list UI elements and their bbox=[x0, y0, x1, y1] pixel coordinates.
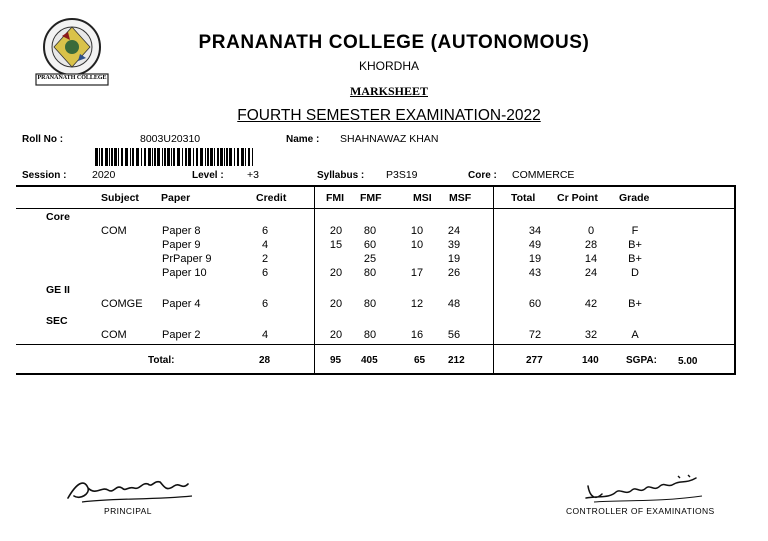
cell-msf: 48 bbox=[447, 298, 461, 310]
cell-msf: 26 bbox=[447, 267, 461, 279]
cell-fmf: 80 bbox=[363, 225, 377, 237]
barcode-bar bbox=[241, 148, 244, 166]
header-divider bbox=[16, 208, 736, 209]
group-label-sec: SEC bbox=[46, 315, 68, 327]
barcode-bar bbox=[220, 148, 223, 166]
cell-fmi: 20 bbox=[329, 225, 343, 237]
barcode-bar bbox=[193, 148, 194, 166]
cell-grade: A bbox=[631, 329, 639, 341]
cell-total: 43 bbox=[528, 267, 542, 279]
cell-paper: Paper 2 bbox=[162, 329, 201, 341]
level-label: Level : bbox=[192, 170, 224, 181]
barcode-bar bbox=[130, 148, 131, 166]
cell-total: 49 bbox=[528, 239, 542, 251]
cell-cr-point: 0 bbox=[587, 225, 595, 237]
col-header-cr-point: Cr Point bbox=[557, 192, 598, 204]
syllabus-label: Syllabus : bbox=[317, 170, 365, 181]
exam-title: FOURTH SEMESTER EXAMINATION-2022 bbox=[237, 107, 541, 124]
barcode-bar bbox=[114, 148, 117, 166]
cell-paper: Paper 9 bbox=[162, 239, 201, 251]
cell-msi: 10 bbox=[410, 225, 424, 237]
college-city: KHORDHA bbox=[358, 59, 419, 73]
barcode-bar bbox=[205, 148, 206, 166]
cell-msf: 39 bbox=[447, 239, 461, 251]
barcode-bar bbox=[200, 148, 203, 166]
session-value: 2020 bbox=[92, 169, 116, 181]
barcode-bar bbox=[210, 148, 213, 166]
principal-caption: PRINCIPAL bbox=[104, 506, 152, 516]
column-divider-results bbox=[493, 186, 494, 374]
barcode-bar bbox=[132, 148, 134, 166]
cell-msi: 17 bbox=[410, 267, 424, 279]
group-label-core: Core bbox=[46, 211, 70, 223]
total-msi: 65 bbox=[414, 355, 426, 366]
barcode-bar bbox=[101, 148, 103, 166]
cell-grade: F bbox=[631, 225, 639, 237]
barcode-bar bbox=[234, 148, 235, 166]
cell-cr-point: 32 bbox=[584, 329, 598, 341]
col-header-subject: Subject bbox=[101, 192, 139, 204]
barcode-bar bbox=[162, 148, 163, 166]
core-value: COMMERCE bbox=[512, 169, 575, 181]
barcode-bar bbox=[177, 148, 180, 166]
barcode-bar bbox=[252, 148, 253, 166]
roll-no-value: 8003U20310 bbox=[140, 133, 201, 145]
barcode-bar bbox=[248, 148, 250, 166]
barcode-bar bbox=[152, 148, 153, 166]
barcode-bar bbox=[125, 148, 128, 166]
barcode-bar bbox=[164, 148, 166, 166]
cell-paper: Paper 10 bbox=[162, 267, 207, 279]
barcode-bar bbox=[111, 148, 113, 166]
barcode-bar bbox=[157, 148, 160, 166]
barcode-bar bbox=[182, 148, 183, 166]
total-credit: 28 bbox=[259, 355, 271, 366]
barcode-bar bbox=[185, 148, 187, 166]
group-label-ge: GE II bbox=[46, 284, 70, 296]
roll-no-label: Roll No : bbox=[22, 134, 64, 145]
barcode-bar bbox=[237, 148, 239, 166]
sgpa-label: SGPA: bbox=[626, 355, 657, 366]
marks-table bbox=[16, 185, 736, 375]
cell-fmi: 20 bbox=[329, 329, 343, 341]
cell-credit: 6 bbox=[261, 267, 269, 279]
cell-total: 19 bbox=[528, 253, 542, 265]
barcode-image bbox=[95, 148, 253, 166]
cell-msf: 19 bbox=[447, 253, 461, 265]
name-label: Name : bbox=[286, 134, 320, 145]
col-header-credit: Credit bbox=[256, 192, 287, 204]
cell-total: 60 bbox=[528, 298, 542, 310]
cell-cr-point: 28 bbox=[584, 239, 598, 251]
cell-fmf: 80 bbox=[363, 298, 377, 310]
cell-subject: COM bbox=[101, 225, 127, 237]
barcode-bar bbox=[105, 148, 108, 166]
controller-caption: CONTROLLER OF EXAMINATIONS bbox=[566, 506, 715, 516]
barcode-bar bbox=[217, 148, 219, 166]
barcode-bar bbox=[207, 148, 209, 166]
total-msf: 212 bbox=[448, 355, 465, 366]
col-header-msi: MSI bbox=[413, 192, 432, 204]
name-value: SHAHNAWAZ KHAN bbox=[340, 133, 439, 145]
barcode-bar bbox=[148, 148, 151, 166]
cell-credit: 6 bbox=[261, 298, 269, 310]
cell-total: 72 bbox=[528, 329, 542, 341]
barcode-bar bbox=[99, 148, 100, 166]
cell-subject: COMGE bbox=[101, 298, 143, 310]
barcode-bar bbox=[95, 148, 98, 166]
logo-caption: PRANANATH COLLEGE bbox=[37, 75, 107, 81]
total-label: Total: bbox=[148, 355, 175, 366]
cell-fmi: 20 bbox=[329, 298, 343, 310]
cell-credit: 4 bbox=[261, 239, 269, 251]
principal-signature bbox=[62, 474, 202, 508]
session-label: Session : bbox=[22, 170, 67, 181]
cell-grade: D bbox=[631, 267, 639, 279]
cell-fmf: 25 bbox=[363, 253, 377, 265]
cell-paper: Paper 8 bbox=[162, 225, 201, 237]
cell-subject: COM bbox=[101, 329, 127, 341]
barcode-bar bbox=[224, 148, 225, 166]
cell-msi: 12 bbox=[410, 298, 424, 310]
barcode-bar bbox=[109, 148, 110, 166]
col-header-fmf: FMF bbox=[360, 192, 382, 204]
cell-fmf: 60 bbox=[363, 239, 377, 251]
cell-credit: 2 bbox=[261, 253, 269, 265]
total-fmi: 95 bbox=[330, 355, 342, 366]
barcode-bar bbox=[214, 148, 215, 166]
cell-paper: PrPaper 9 bbox=[162, 253, 212, 265]
total-marks: 277 bbox=[526, 355, 543, 366]
barcode-bar bbox=[188, 148, 191, 166]
column-divider-marks bbox=[314, 186, 315, 374]
cell-credit: 4 bbox=[261, 329, 269, 341]
cell-msf: 56 bbox=[447, 329, 461, 341]
barcode-bar bbox=[196, 148, 198, 166]
core-label: Core : bbox=[468, 170, 497, 181]
barcode-bar bbox=[229, 148, 232, 166]
cell-grade: B+ bbox=[628, 298, 642, 310]
barcode-bar bbox=[121, 148, 123, 166]
sgpa-value: 5.00 bbox=[678, 356, 698, 367]
barcode-bar bbox=[136, 148, 139, 166]
controller-signature bbox=[580, 474, 710, 508]
total-divider bbox=[16, 344, 736, 345]
barcode-bar bbox=[167, 148, 170, 166]
col-header-paper: Paper bbox=[161, 192, 191, 204]
cell-credit: 6 bbox=[261, 225, 269, 237]
barcode-bar bbox=[118, 148, 119, 166]
college-name: PRANANATH COLLEGE (AUTONOMOUS) bbox=[198, 32, 590, 53]
barcode-bar bbox=[144, 148, 146, 166]
cell-msi: 10 bbox=[410, 239, 424, 251]
col-header-msf: MSF bbox=[449, 192, 472, 204]
cell-cr-point: 14 bbox=[584, 253, 598, 265]
barcode-bar bbox=[141, 148, 142, 166]
cell-msf: 24 bbox=[447, 225, 461, 237]
col-header-grade: Grade bbox=[619, 192, 650, 204]
col-header-fmi: FMI bbox=[326, 192, 345, 204]
cell-paper: Paper 4 bbox=[162, 298, 201, 310]
cell-fmi: 20 bbox=[329, 267, 343, 279]
level-value: +3 bbox=[247, 169, 259, 181]
barcode-bar bbox=[171, 148, 172, 166]
col-header-total: Total bbox=[511, 192, 536, 204]
cell-grade: B+ bbox=[628, 239, 642, 251]
total-fmf: 405 bbox=[361, 355, 378, 366]
cell-fmf: 80 bbox=[363, 329, 377, 341]
document-type: MARKSHEET bbox=[349, 84, 428, 98]
cell-total: 34 bbox=[528, 225, 542, 237]
barcode-bar bbox=[154, 148, 156, 166]
cell-msi: 16 bbox=[410, 329, 424, 341]
syllabus-value: P3S19 bbox=[386, 169, 418, 181]
cell-fmi: 15 bbox=[329, 239, 343, 251]
total-cr-point: 140 bbox=[582, 355, 599, 366]
cell-cr-point: 42 bbox=[584, 298, 598, 310]
barcode-bar bbox=[226, 148, 228, 166]
cell-fmf: 80 bbox=[363, 267, 377, 279]
barcode-bar bbox=[245, 148, 246, 166]
cell-cr-point: 24 bbox=[584, 267, 598, 279]
cell-grade: B+ bbox=[628, 253, 642, 265]
barcode-bar bbox=[173, 148, 175, 166]
